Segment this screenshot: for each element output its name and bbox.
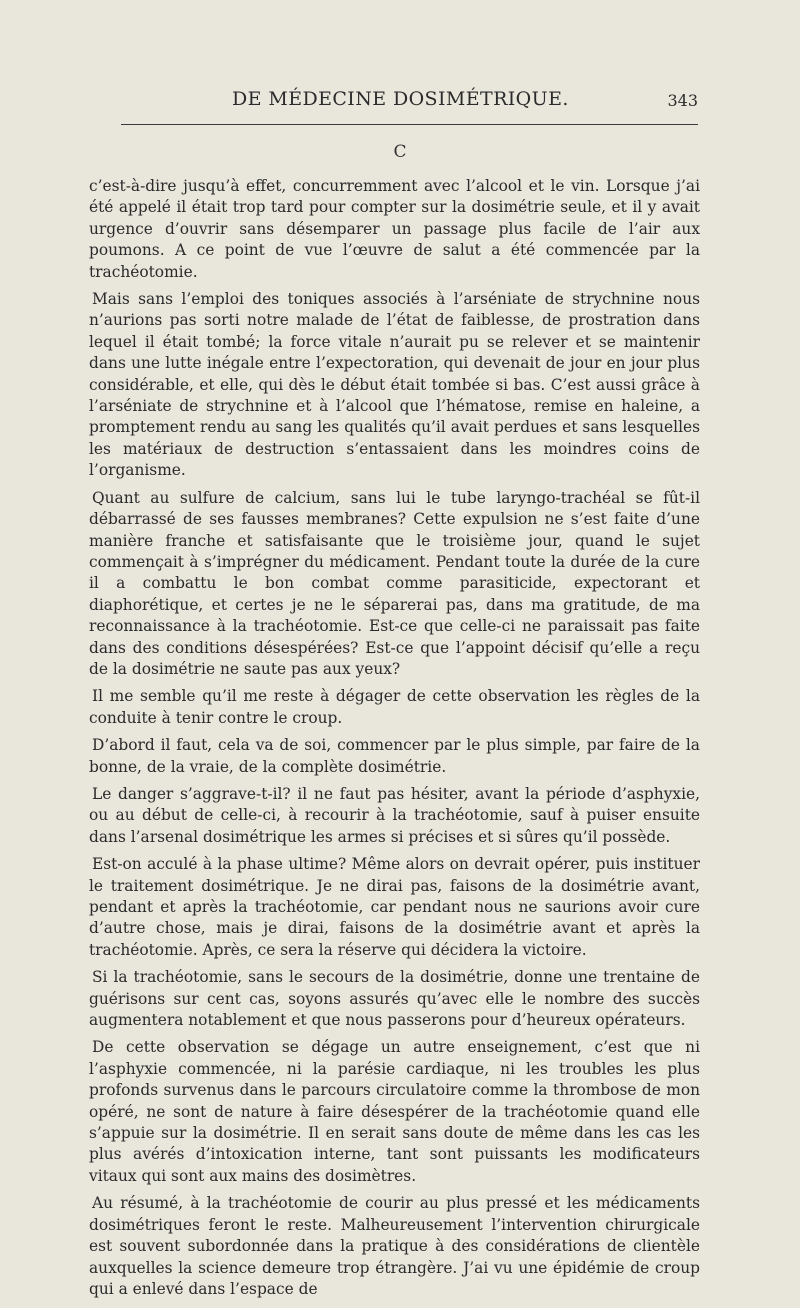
paragraph: De cette observation se dégage un autre enseignement, c’est que ni l’asphyxie commencée, ni la parésie cardiaque, ni les troubles les plus profonds survenus dans le parcours circulatoire comme la thrombose de mon opéré, ne sont de nature à faire désespérer de la trachéotomie quand elle s’appuie sur la dosimétrie. Il en serait sans doute de même dans les cas les plus avérés d’intoxication interne, tant sont puissants les modificateurs vitaux qui sont aux mains des dosimètres. xyxy=(89,1038,700,1185)
paragraph: Il me semble qu’il me reste à dégager de cette observation les règles de la conduite à tenir contre le croup. xyxy=(89,687,700,727)
header-rule xyxy=(121,124,698,125)
signature-mark: C xyxy=(393,142,407,162)
page-number: 343 xyxy=(667,91,698,110)
paragraph: Est-on acculé à la phase ultime? Même alors on devrait opérer, puis instituer le traitement dosimétrique. Je ne dirai pas, faisons de la dosimétrie avant, pendant et après la trachéotomie, car pendant nous ne saurions avoir cure d’autre chose, mais je dirai, faisons de la dosimétrie avant et après la trachéotomie. Après, ce sera la réserve qui décidera la victoire. xyxy=(89,855,700,959)
running-title: DE MÉDECINE DOSIMÉTRIQUE. xyxy=(232,88,569,110)
paragraph: Au résumé, à la trachéotomie de courir au plus pressé et les médicaments dosimétriques feront le reste. Malheureusement l’intervention chirurgicale est souvent subordonnée dans la pratique à des considérations de clientèle auxquelles la science demeure trop étrangère. J’ai vu une épidémie de croup qui a enlevé dans l’espace de xyxy=(89,1194,700,1298)
paragraph: Le danger s’aggrave-t-il? il ne faut pas hésiter, avant la période d’asphyxie, ou au début de celle-ci, à recourir à la trachéotomie, sauf à puiser ensuite dans l’arsenal dosimétrique les armes si précises et si sûres qu’il possède. xyxy=(89,784,700,846)
paragraph: Si la trachéotomie, sans le secours de la dosimétrie, donne une trentaine de guérisons sur cent cas, soyons assurés qu’avec elle le nombre des succès augmentera notablement et que nous passerons pour d’heureux opérateurs. xyxy=(89,968,700,1030)
paragraph: D’abord il faut, cela va de soi, commencer par le plus simple, par faire de la bonne, de la vraie, de la complète dosimétrie. xyxy=(89,736,700,776)
body-text xyxy=(89,176,700,1306)
paragraph: Quant au sulfure de calcium, sans lui le tube laryngo-trachéal se fût-il débarrassé de ses fausses membranes? Cette expulsion ne s’est faite d’une manière franche et satisfaisante que le troisième jour, quand le sujet commençait à s’imprégner du médicament. Pendant toute la durée de la cure il a combattu le bon combat comme parasiticide, expectorant et diaphorétique, et certes je ne le séparerai pas, dans ma gratitude, de ma reconnaissance à la trachéotomie. Est-ce que celle-ci ne paraissait pas faite dans des conditions désespérées? Est-ce que l’appoint décisif qu’elle a reçu de la dosimétrie ne saute pas aux yeux? xyxy=(89,488,700,678)
running-header xyxy=(120,88,700,118)
paragraph: c’est-à-dire jusqu’à effet, concurremment avec l’alcool et le vin. Lorsque j’ai été appelé il était trop tard pour compter sur la dosimétrie seule, et il y avait urgence d’ouvrir sans désemparer un passage plus facile de l’air aux poumons. A ce point de vue l’œuvre de salut a été commencée par la trachéotomie. xyxy=(89,177,700,281)
paragraph: Mais sans l’emploi des toniques associés à l’arséniate de strychnine nous n’aurions pas sorti notre malade de l’état de faiblesse, de prostration dans lequel il était tombé; la force vitale n’aurait pu se relever et se maintenir dans une lutte inégale entre l’expectoration, qui devenait de jour en jour plus considérable, et elle, qui dès le début était tombée si bas. C’est aussi grâce à l’arséniate de strychnine et à l’alcool que l’hématose, remise en haleine, a promptement rendu au sang les qualités qu’il avait perdues et sans lesquelles les matériaux de destruction s’entassaient dans les moindres coins de l’organisme. xyxy=(89,290,700,480)
